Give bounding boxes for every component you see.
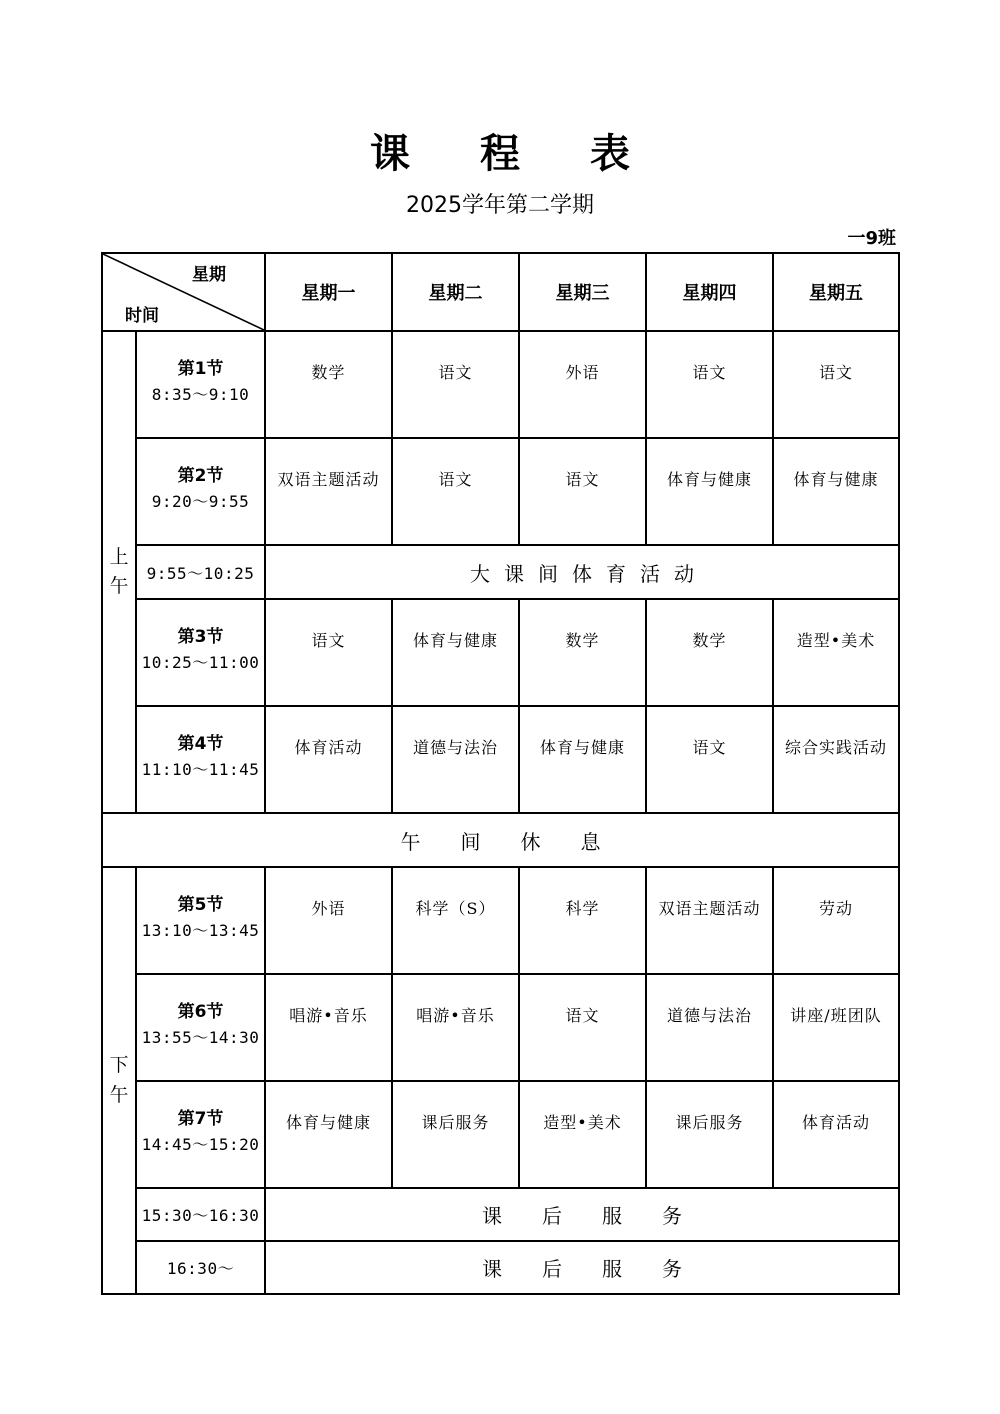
header-row (102, 253, 899, 331)
after-school-activity: 课后服务 (265, 1241, 899, 1294)
subject-cell: 体育与健康 (646, 438, 773, 545)
period-time: 13:55～14:30 (141, 1028, 260, 1047)
subject-cell: 数学 (519, 599, 646, 706)
morning-break-row (102, 545, 899, 599)
day-header-thursday: 星期四 (646, 253, 773, 331)
period-time: 8:35～9:10 (151, 385, 250, 404)
subject-cell: 语文 (773, 331, 899, 438)
period-time: 13:10～13:45 (141, 921, 260, 940)
period-name: 第6节 (177, 1002, 224, 1022)
corner-header-cell (102, 253, 265, 331)
subject-cell: 体育活动 (773, 1081, 899, 1188)
day-header-monday: 星期一 (265, 253, 392, 331)
subject-cell: 语文 (519, 438, 646, 545)
day-header-friday: 星期五 (773, 253, 899, 331)
day-header-wednesday: 星期三 (519, 253, 646, 331)
page-title: 课程表 (370, 130, 700, 177)
period-cell (136, 1081, 265, 1188)
subject-cell: 劳动 (773, 867, 899, 974)
subject-cell: 语文 (519, 974, 646, 1081)
period-cell (136, 974, 265, 1081)
after-school-time: 15:30～16:30 (136, 1188, 265, 1241)
period-name: 第5节 (177, 895, 224, 915)
period-row-4 (102, 706, 899, 813)
period-name: 第3节 (177, 627, 224, 647)
subject-cell: 唱游•音乐 (265, 974, 392, 1081)
lunch-row (102, 813, 899, 867)
break-time: 9:55～10:25 (136, 545, 265, 599)
period-row-5 (102, 867, 899, 974)
period-cell (136, 331, 265, 438)
subject-cell: 讲座/班团队 (773, 974, 899, 1081)
subject-cell: 道德与法治 (646, 974, 773, 1081)
subject-cell: 科学（S） (392, 867, 519, 974)
subject-cell: 综合实践活动 (773, 706, 899, 813)
after-school-time: 16:30～ (136, 1241, 265, 1294)
subject-cell: 语文 (646, 331, 773, 438)
subject-cell: 课后服务 (392, 1081, 519, 1188)
subject-cell: 双语主题活动 (265, 438, 392, 545)
day-header-tuesday: 星期二 (392, 253, 519, 331)
period-time: 14:45～15:20 (141, 1135, 260, 1154)
semester-subtitle: 2025学年第二学期 (406, 193, 594, 218)
corner-label-time: 时间 (125, 306, 159, 326)
subject-cell: 课后服务 (646, 1081, 773, 1188)
subject-cell: 外语 (265, 867, 392, 974)
period-name: 第7节 (177, 1109, 224, 1129)
after-school-activity: 课后服务 (265, 1188, 899, 1241)
subject-cell: 外语 (519, 331, 646, 438)
subject-cell: 造型•美术 (519, 1081, 646, 1188)
subject-cell: 语文 (265, 599, 392, 706)
period-name: 第2节 (177, 466, 224, 486)
class-label: 一9班 (847, 228, 896, 249)
period-cell (136, 599, 265, 706)
after-school-row-2 (102, 1241, 899, 1294)
period-time: 10:25～11:00 (141, 653, 260, 672)
period-time: 9:20～9:55 (151, 492, 250, 511)
period-cell (136, 867, 265, 974)
timetable (101, 252, 900, 1295)
subject-cell: 体育与健康 (519, 706, 646, 813)
period-name: 第4节 (177, 734, 224, 754)
afternoon-label: 下 午 (102, 867, 136, 1294)
subject-cell: 体育与健康 (773, 438, 899, 545)
corner-label-weekday: 星期 (192, 265, 226, 285)
subject-cell: 双语主题活动 (646, 867, 773, 974)
period-row-6 (102, 974, 899, 1081)
period-row-3 (102, 599, 899, 706)
subject-cell: 科学 (519, 867, 646, 974)
period-row-7 (102, 1081, 899, 1188)
period-cell (136, 706, 265, 813)
subject-cell: 体育活动 (265, 706, 392, 813)
subject-cell: 数学 (265, 331, 392, 438)
after-school-row-1 (102, 1188, 899, 1241)
subject-cell: 体育与健康 (392, 599, 519, 706)
lunch-break: 午间休息 (102, 813, 899, 867)
morning-break-activity: 大课间体育活动 (265, 545, 899, 599)
morning-label: 上 午 (102, 331, 136, 813)
period-name: 第1节 (177, 359, 224, 379)
subject-cell: 唱游•音乐 (392, 974, 519, 1081)
period-time: 11:10～11:45 (141, 760, 260, 779)
subject-cell: 语文 (646, 706, 773, 813)
period-row-1 (102, 331, 899, 438)
subject-cell: 造型•美术 (773, 599, 899, 706)
subject-cell: 语文 (392, 331, 519, 438)
subject-cell: 体育与健康 (265, 1081, 392, 1188)
subject-cell: 语文 (392, 438, 519, 545)
subject-cell: 道德与法治 (392, 706, 519, 813)
subject-cell: 数学 (646, 599, 773, 706)
period-cell (136, 438, 265, 545)
period-row-2 (102, 438, 899, 545)
